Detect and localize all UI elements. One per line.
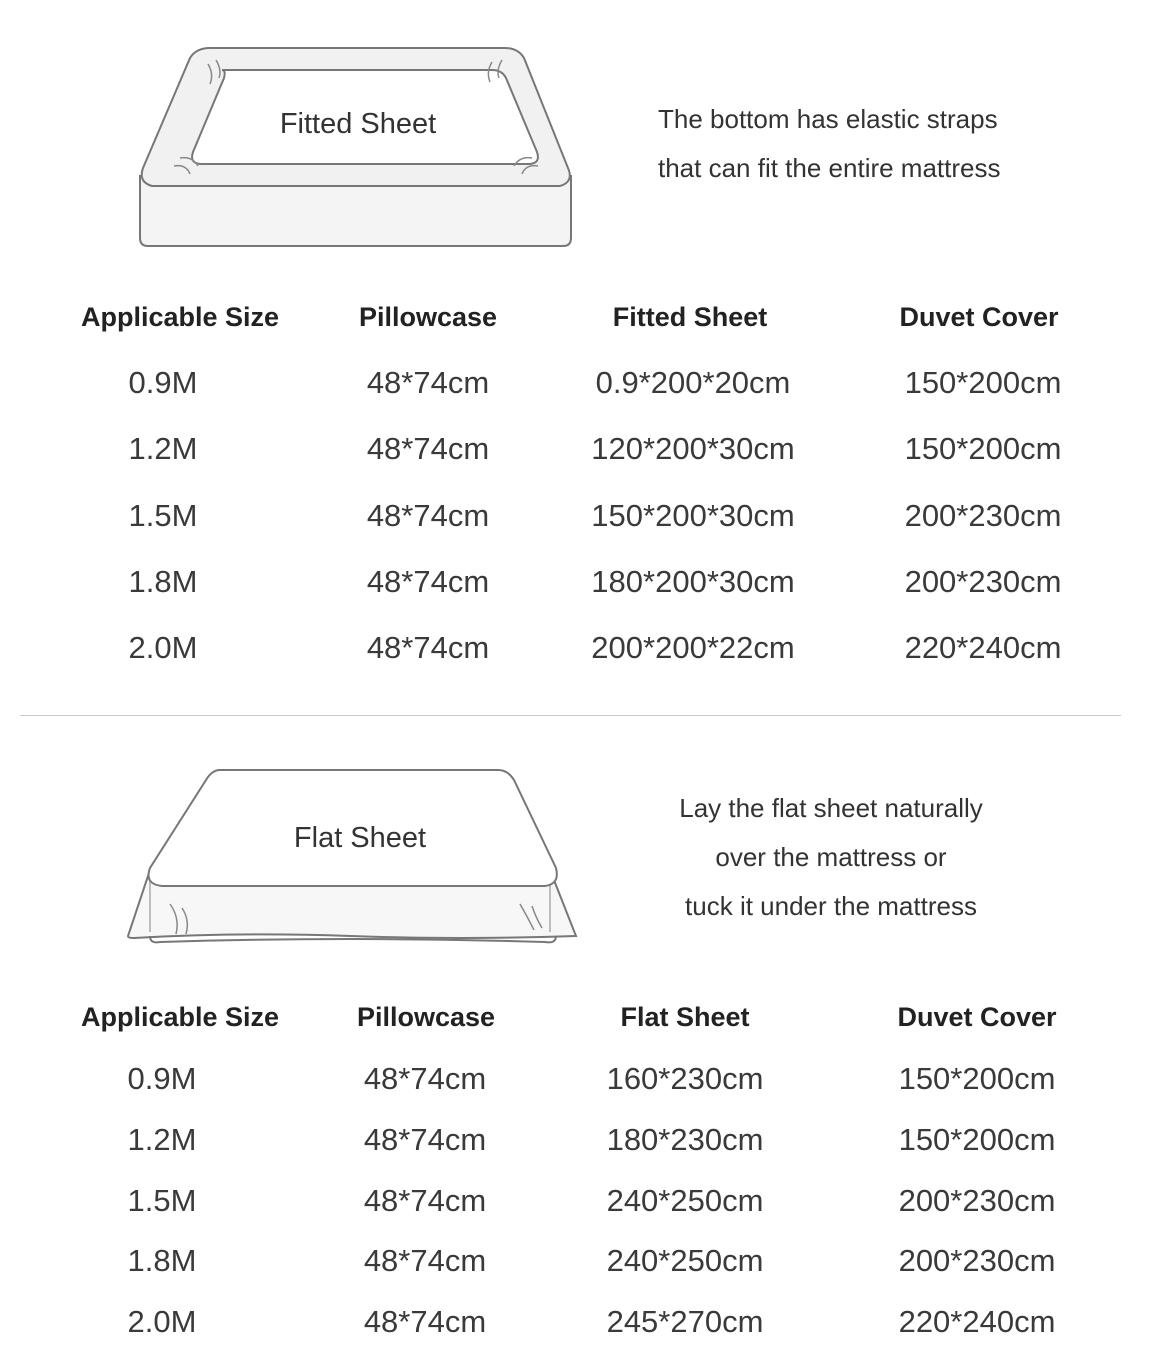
pillowcase-cell: 48*74cm — [366, 564, 490, 599]
pillowcase-cell: 48*74cm — [366, 630, 490, 665]
fitted-sheet-cell: 150*200*30cm — [591, 498, 795, 533]
fitted-sheet-description — [658, 95, 1001, 193]
pillowcase-cell: 48*74cm — [363, 1243, 487, 1278]
column-header-duvet-cover: Duvet Cover — [897, 1002, 1057, 1032]
size-cell: 1.8M — [128, 564, 198, 599]
column-header-pillowcase: Pillowcase — [358, 302, 498, 332]
fitted-sheet-cell: 200*200*22cm — [591, 630, 795, 665]
duvet-cover-cell: 150*200cm — [904, 431, 1062, 466]
pillowcase-cell: 48*74cm — [366, 431, 490, 466]
description-line: The bottom has elastic straps — [658, 104, 998, 134]
fitted-sheet-cell: 0.9*200*20cm — [595, 365, 791, 400]
column-header-fitted-sheet: Fitted Sheet — [612, 302, 768, 332]
description-line: Lay the flat sheet naturally — [679, 793, 983, 823]
fitted-sheet-illustration — [130, 40, 590, 255]
flat-sheet-cell: 240*250cm — [606, 1243, 764, 1278]
size-cell: 2.0M — [127, 1304, 197, 1339]
duvet-cover-cell: 200*230cm — [898, 1243, 1056, 1278]
size-cell: 0.9M — [127, 1061, 197, 1096]
flat-sheet-cell: 245*270cm — [606, 1304, 764, 1339]
size-cell: 1.8M — [127, 1243, 197, 1278]
duvet-cover-cell: 150*200cm — [898, 1061, 1056, 1096]
description-line: tuck it under the mattress — [685, 891, 977, 921]
flat-sheet-cell: 240*250cm — [606, 1183, 764, 1218]
size-cell: 1.2M — [127, 1122, 197, 1157]
column-header-duvet-cover: Duvet Cover — [899, 302, 1059, 332]
description-line: over the mattress or — [715, 842, 947, 872]
duvet-cover-cell: 200*230cm — [904, 498, 1062, 533]
duvet-cover-cell: 150*200cm — [898, 1122, 1056, 1157]
flat-sheet-illustration — [120, 760, 585, 950]
column-header-applicable-size: Applicable Size — [80, 1002, 280, 1032]
duvet-cover-cell: 200*230cm — [898, 1183, 1056, 1218]
duvet-cover-cell: 150*200cm — [904, 365, 1062, 400]
pillowcase-cell: 48*74cm — [363, 1183, 487, 1218]
pillowcase-cell: 48*74cm — [366, 365, 490, 400]
size-cell: 1.5M — [128, 498, 198, 533]
size-cell: 1.2M — [128, 431, 198, 466]
column-header-pillowcase: Pillowcase — [356, 1002, 496, 1032]
duvet-cover-cell: 220*240cm — [898, 1304, 1056, 1339]
pillowcase-cell: 48*74cm — [363, 1304, 487, 1339]
pillowcase-cell: 48*74cm — [363, 1061, 487, 1096]
fitted-sheet-illustration-label: Fitted Sheet — [279, 108, 437, 140]
fitted-sheet-cell: 180*200*30cm — [591, 564, 795, 599]
flat-sheet-description — [679, 784, 983, 931]
flat-sheet-cell: 160*230cm — [606, 1061, 764, 1096]
fitted-sheet-cell: 120*200*30cm — [591, 431, 795, 466]
size-cell: 1.5M — [127, 1183, 197, 1218]
column-header-applicable-size: Applicable Size — [80, 302, 280, 332]
flat-sheet-illustration-label: Flat Sheet — [293, 822, 427, 854]
duvet-cover-cell: 200*230cm — [904, 564, 1062, 599]
pillowcase-cell: 48*74cm — [363, 1122, 487, 1157]
column-header-flat-sheet: Flat Sheet — [620, 1002, 750, 1032]
pillowcase-cell: 48*74cm — [366, 498, 490, 533]
size-cell: 2.0M — [128, 630, 198, 665]
section-divider — [20, 715, 1121, 716]
duvet-cover-cell: 220*240cm — [904, 630, 1062, 665]
flat-sheet-cell: 180*230cm — [606, 1122, 764, 1157]
size-cell: 0.9M — [128, 365, 198, 400]
description-line: that can fit the entire mattress — [658, 153, 1001, 183]
